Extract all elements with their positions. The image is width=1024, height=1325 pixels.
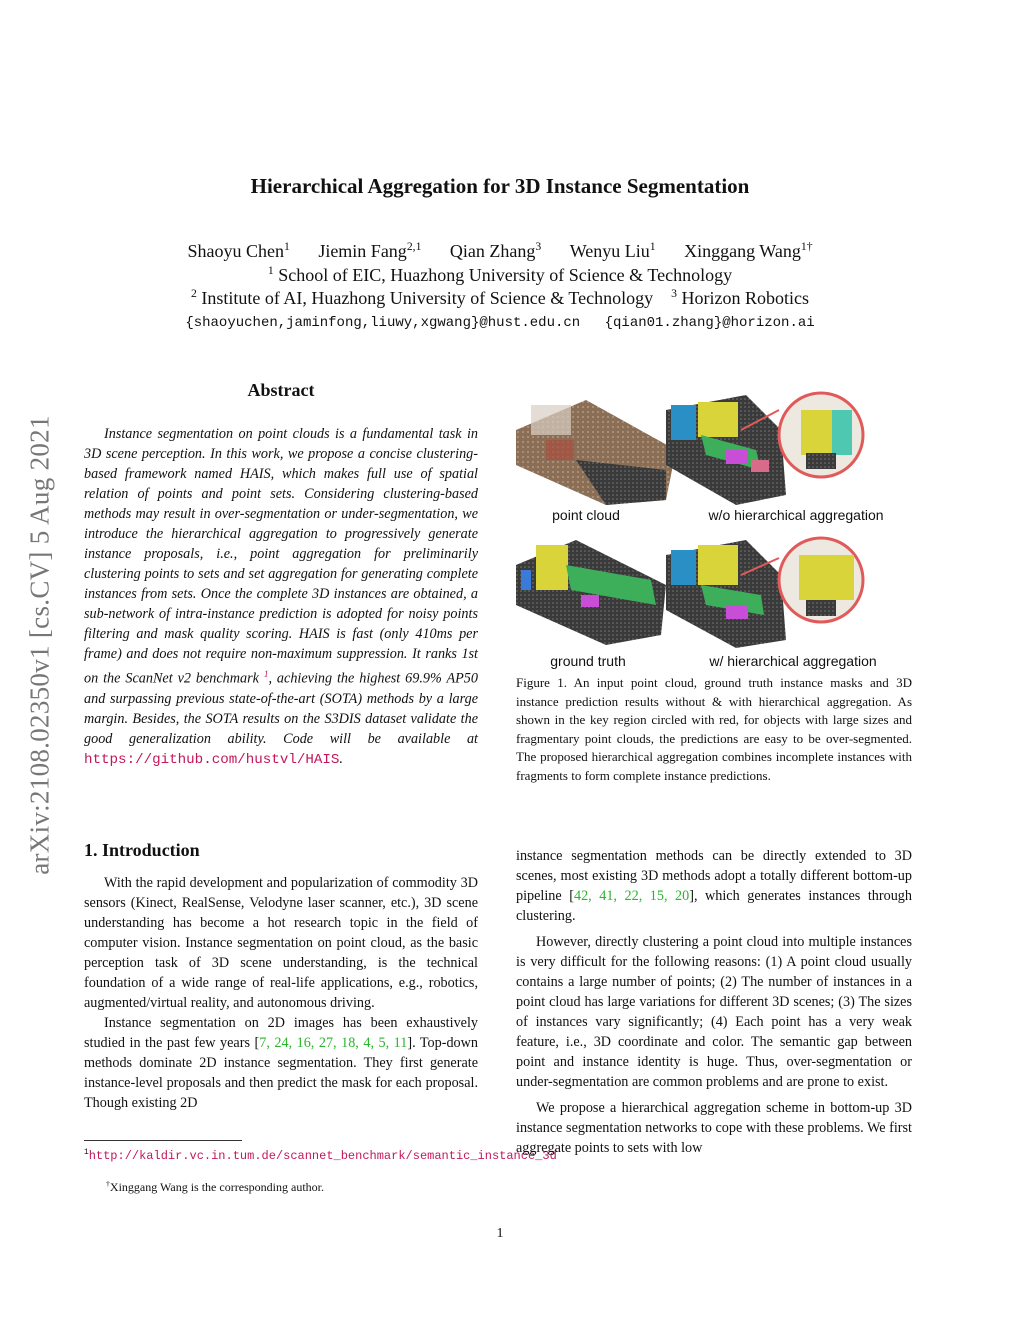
footnote-divider: [84, 1140, 242, 1141]
email: {shaoyuchen,jaminfong,liuwy,xgwang}@hust.edu.cn: [185, 315, 581, 331]
arxiv-sidebar: [4, 355, 76, 935]
author-list: [0, 240, 1000, 262]
ground-truth-panel: [516, 540, 666, 645]
footnote-mark[interactable]: 1: [263, 669, 269, 679]
affiliation-1: $^1$ School of EIC, Huazhong University of Science & Technology: [267, 264, 733, 285]
figure-label-without-aggregation: w/o hierarchical aggregation: [708, 507, 884, 523]
paragraph: With the rapid development and popularization of commodity 3D sensors (Kinect, RealSense, Velodyne laser scanner, etc.), 3D scene understanding has become a hot research topic in the field of computer vision. Instance segmentation on point cloud, as the basic perception task of 3D scene understanding, is the technical foundation of a wide range of real-life applications, e.g., robotics, augmented/virtual reality, and autonomous driving.: [84, 875, 478, 1011]
intro-body: [84, 873, 478, 1113]
figure-label-point-cloud: point cloud: [552, 507, 620, 523]
figure-caption: Figure 1. An input point cloud, ground truth instance masks and 3D instance prediction results without & with hierarchical aggregation. As shown in the key region circled with red, for objects with large sizes and fragmentary point clouds, the predictions are easy to be over-segmented. The proposed hierarchical aggregation combines incomplete instances with fragments to form complete instance predictions.: [516, 675, 912, 783]
footnote-1: $^1$http://kaldir.vc.in.tum.de/scannet_benchmark/semantic_instance_3d: [84, 1149, 557, 1163]
citation-links[interactable]: 42, 41, 22, 15, 20: [573, 888, 690, 904]
code-link[interactable]: https://github.com/hustvl/HAIS: [84, 751, 340, 768]
email: {qian01.zhang}@horizon.ai: [604, 315, 815, 331]
without-aggregation-panel: [666, 393, 863, 505]
with-aggregation-panel: [666, 538, 863, 648]
footnote-2: †Xinggang Wang is the corresponding author.: [106, 1179, 325, 1194]
section-heading: 1. Introduction: [84, 840, 200, 860]
author: Qian Zhang$^3$: [449, 240, 542, 261]
figure-label-ground-truth: ground truth: [550, 653, 626, 669]
paper-title: Hierarchical Aggregation for 3D Instance Segmentation: [250, 174, 750, 198]
figure-label-with-aggregation: w/ hierarchical aggregation: [709, 653, 877, 669]
citation-links[interactable]: 7, 24, 16, 27, 18, 4, 5, 11: [259, 1035, 408, 1051]
page-number: 1: [496, 1226, 504, 1241]
paragraph: instance segmentation methods can be directly extended to 3D scenes, most existing 3D methods adopt a totally different bottom-up pipeline [42, 41, 22, 15, 20], which generates instances through clustering.: [516, 848, 912, 924]
paragraph: Instance segmentation on 2D images has been exhaustively studied in the past few years [7, 24, 16, 27, 18, 4, 5, 11]. Top-down methods dominate 2D instance segmentation. They first generate instance-level proposals and then predict the mask for each proposal. Though existing 2D: [84, 1015, 478, 1111]
paragraph: However, directly clustering a point cloud into multiple instances is very difficult for the following reasons: (1) A point cloud usually contains a large number of points; (2) The number of instances in a point cloud has large variations for different 3D scenes; (3) The sizes of instances vary significantly; (4) Each point has a very weak feature, i.e., 3D coordinate and color. The semantic gap between point and instance identity is huge. Thus, over-segmentation or under-segmentation are common problems and are prone to exist.: [516, 934, 912, 1090]
author: Wenyu Liu$^1$: [569, 240, 656, 261]
figure-1: [516, 390, 916, 680]
author: Xinggang Wang$^{1\dagger}$: [684, 240, 813, 261]
paragraph: We propose a hierarchical aggregation scheme in bottom-up 3D instance segmentation networks to cope with these problems. We first aggregate points to sets with low: [516, 1100, 912, 1156]
email-list: [0, 315, 1000, 331]
author: Shaoyu Chen$^1$: [187, 240, 290, 261]
arxiv-id: arXiv:2108.02350v1 [cs.CV] 5 Aug 2021: [24, 415, 55, 875]
point-cloud-panel: [516, 400, 676, 505]
right-column-body: [516, 846, 912, 1158]
benchmark-link[interactable]: http://kaldir.vc.in.tum.de/scannet_benchmark/semantic_instance_3d: [88, 1149, 557, 1163]
author: Jiemin Fang$^{2,1}$: [318, 240, 422, 261]
abstract-body: Instance segmentation on point clouds is a fundamental task in 3D scene perception. In this work, we propose a concise clustering-based framework named HAIS, which makes full use of spatial relation of points and point sets. Considering clustering-based methods may result in over-segmentation or under-segmentation, we introduce the hierarchical aggregation to progressively generate instance proposals, i.e., point aggregation for preliminarily clustering points to sets and set aggregation for generating complete instances from sets. Once the complete 3D instances are obtained, a sub-network of intra-instance prediction is adopted for noisy points filtering and mask quality scoring. HAIS is fast (only 410ms per frame) and does not require non-maximum suppression. It ranks 1st on the ScanNet v2 benchmark $^1$, achieving the highest 69.9% AP50 and surpassing previous state-of-the-art (SOTA) methods by a large margin. Besides, the SOTA results on the S3DIS dataset validate the good generalization ability. Code will be available at https://github.com/hustvl/HAIS.: [84, 426, 478, 768]
abstract-heading: Abstract: [247, 380, 315, 400]
affiliation-2: $^2$ Institute of AI, Huazhong University of Science & Technology $^3$ Horizon Robotics: [191, 287, 809, 308]
